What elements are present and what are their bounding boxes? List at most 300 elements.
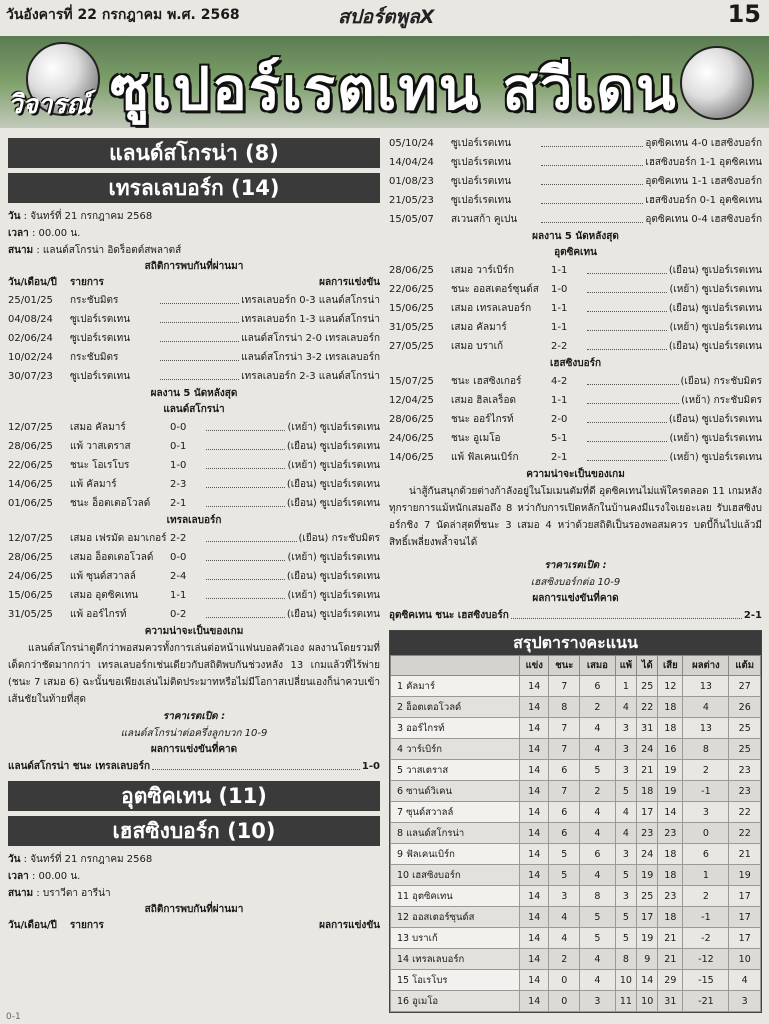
standings-cell: -1 <box>683 781 729 802</box>
standings-row <box>391 823 761 844</box>
form-venue-comp: (เหย้า) ซูเปอร์เรตเทน <box>669 452 762 463</box>
right-column <box>389 134 762 1013</box>
form-row <box>8 437 380 456</box>
left-column <box>8 130 380 934</box>
prediction-2 <box>389 607 762 624</box>
h2h-row <box>8 367 380 386</box>
h2h-date: 21/05/23 <box>389 195 434 206</box>
prediction-title-2: ผลการแข่งขันที่คาด <box>532 593 619 604</box>
standings-cell: 4 <box>615 697 637 718</box>
h2h-col-comp: รายการ <box>70 920 104 931</box>
prediction-score: 1-0 <box>361 761 380 772</box>
form-row <box>389 299 762 318</box>
dotted-leader <box>587 299 667 312</box>
prediction-text: แลนด์สโกรน่า ชนะ เทรลเลบอร์ก <box>8 761 151 772</box>
dotted-leader <box>541 134 643 147</box>
standings-row <box>391 907 761 928</box>
standings-cell: 3 <box>615 760 637 781</box>
home-team-bar-2: อุตซิคเทน (11) <box>8 781 380 811</box>
standings-cell: 3 <box>615 844 637 865</box>
form-date: 28/06/25 <box>8 552 53 563</box>
dotted-leader <box>206 494 285 507</box>
standings-cell: 12 <box>658 676 683 697</box>
form-row <box>389 391 762 410</box>
form-result: เสมอ คัลมาร์ <box>70 422 126 433</box>
form-result: เสมอ อ็อตเตอโวลด์ <box>70 552 154 563</box>
form-date: 12/04/25 <box>389 395 434 406</box>
standings-cell: 9 <box>637 949 658 970</box>
form-score: 1-0 <box>170 460 187 471</box>
match-info-2: วัน : จันทร์ที่ 21 กรกฎาคม 2568 เวลา : 00.00 น. สนาม : บราวีตา อารีน่า <box>8 854 153 899</box>
standings-cell: 14 <box>658 802 683 823</box>
form-venue-comp: (เยือน) กระชับมิตร <box>680 376 762 387</box>
form-row <box>389 337 762 356</box>
standings-cell: 13 <box>683 718 729 739</box>
dotted-leader <box>206 475 285 488</box>
form-score: 0-0 <box>170 552 187 563</box>
standings-cell: 17 <box>729 907 761 928</box>
standings-team: 6 ซานด์วิเคน <box>391 781 520 802</box>
form-venue-comp: (เหย้า) กระชับมิตร <box>681 395 762 406</box>
form-row <box>8 475 380 494</box>
form-result: เสมอ บราเก้ <box>451 341 504 352</box>
h2h-competition: กระชับมิตร <box>70 352 119 363</box>
standings-cell: 14 <box>520 802 549 823</box>
standings-row <box>391 718 761 739</box>
standings-cell: 5 <box>615 865 637 886</box>
standings-row <box>391 949 761 970</box>
standings-team: 15 โอเรโบร <box>391 970 520 991</box>
standings-cell: 4 <box>580 718 615 739</box>
standings-header: ผลต่าง <box>683 656 729 676</box>
standings-team: 5 วาสเตราส <box>391 760 520 781</box>
form-row <box>389 410 762 429</box>
form-score: 4-2 <box>551 376 568 387</box>
standings-cell: 2 <box>683 760 729 781</box>
standings-row <box>391 991 761 1012</box>
form-score: 2-2 <box>170 533 187 544</box>
standings-header: เสมอ <box>580 656 615 676</box>
standings-header: ได้ <box>637 656 658 676</box>
form-result: เสมอ วาร์เบิร์ก <box>451 265 515 276</box>
dotted-leader <box>160 310 239 323</box>
standings-header <box>391 656 520 676</box>
issue-date: วันอังคารที่ 22 กรกฎาคม พ.ศ. 2568 <box>6 7 240 23</box>
home-team-bar: แลนด์สโกรน่า (8) <box>8 138 380 168</box>
standings-cell: 4 <box>580 970 615 991</box>
form-score: 1-1 <box>551 303 568 314</box>
standings-cell: 10 <box>615 970 637 991</box>
standings-cell: 6 <box>549 823 580 844</box>
form-venue-comp: (เหย้า) ซูเปอร์เรตเทน <box>287 590 380 601</box>
standings-cell: 14 <box>520 781 549 802</box>
h2h-col-result: ผลการแข่งขัน <box>319 920 380 931</box>
standings-cell: 23 <box>729 760 761 781</box>
standings-team: 11 อุตซิคเทน <box>391 886 520 907</box>
dotted-leader <box>541 172 643 185</box>
form-score: 2-4 <box>170 571 187 582</box>
dotted-leader <box>541 191 643 204</box>
standings-cell: 4 <box>580 802 615 823</box>
h2h-date: 10/02/24 <box>8 352 53 363</box>
form-venue-comp: (เยือน) ซูเปอร์เรตเทน <box>286 609 380 620</box>
form-result: ชนะ อ็อตเตอโวลด์ <box>70 498 151 509</box>
form-result: เสมอ เฟรมัด อมาเกอร์ <box>70 533 167 544</box>
standings-cell: 21 <box>637 760 658 781</box>
odds-value-2: เฮสซิงบอร์กต่อ 10-9 <box>530 577 621 588</box>
standings-team: 4 วาร์เบิร์ก <box>391 739 520 760</box>
form-score: 1-1 <box>551 322 568 333</box>
standings-cell: 4 <box>615 823 637 844</box>
standings-header: ชนะ <box>549 656 580 676</box>
home-form-team-2: อุตซิคเทน <box>554 247 597 258</box>
form-date: 14/06/25 <box>389 452 434 463</box>
standings-cell: 24 <box>637 844 658 865</box>
page-number: 15 <box>727 0 761 28</box>
standings-cell: 19 <box>658 781 683 802</box>
standings-cell: 5 <box>549 844 580 865</box>
h2h-competition: ซูเปอร์เรตเทน <box>451 157 512 168</box>
dotted-leader <box>206 548 285 561</box>
standings-cell: 18 <box>658 697 683 718</box>
standings-cell: 4 <box>580 865 615 886</box>
standings-cell: 2 <box>683 886 729 907</box>
h2h-result: แลนด์สโกรน่า 2-0 เทรลเลบอร์ก <box>241 333 380 344</box>
standings-cell: 14 <box>520 697 549 718</box>
standings-cell: -1 <box>683 907 729 928</box>
h2h-row <box>389 210 762 229</box>
form-venue-comp: (เยือน) ซูเปอร์เรตเทน <box>286 441 380 452</box>
form-row <box>8 494 380 513</box>
h2h-competition: ซูเปอร์เรตเทน <box>451 138 512 149</box>
form-venue-comp: (เหย้า) ซูเปอร์เรตเทน <box>287 552 380 563</box>
standings-cell: 10 <box>637 991 658 1012</box>
form-score: 0-2 <box>170 609 187 620</box>
h2h-list <box>8 291 380 386</box>
venue-label: สนาม <box>8 888 34 899</box>
form-date: 15/06/25 <box>8 590 53 601</box>
match-venue: แลนด์สโกรน่า อิดร็อตต์สพลาตส์ <box>42 245 182 256</box>
form-result: ชนะ อูเมโอ <box>451 433 501 444</box>
form-date: 28/06/25 <box>389 265 434 276</box>
standings-row <box>391 802 761 823</box>
form-date: 27/05/25 <box>389 341 434 352</box>
form-result: แพ้ คัลมาร์ <box>70 479 117 490</box>
standings-row <box>391 865 761 886</box>
form-date: 22/06/25 <box>389 284 434 295</box>
standings-cell: 0 <box>683 823 729 844</box>
form-result: แพ้ ออร์ไกรท์ <box>70 609 127 620</box>
form-row <box>389 429 762 448</box>
h2h-row <box>8 329 380 348</box>
standings-cell: 23 <box>637 823 658 844</box>
match-time: 00.00 น. <box>38 228 81 239</box>
standings-cell: 4 <box>580 949 615 970</box>
dotted-leader <box>160 367 239 380</box>
h2h-title-2: สถิติการพบกันที่ผ่านมา <box>144 904 244 915</box>
form-venue-comp: (เหย้า) ซูเปอร์เรตเทน <box>669 433 762 444</box>
h2h-row <box>389 153 762 172</box>
standings-cell: 14 <box>520 844 549 865</box>
page-header <box>0 0 769 36</box>
standings-team: 10 เฮสซิงบอร์ก <box>391 865 520 886</box>
standings-cell: 13 <box>683 676 729 697</box>
standings-cell: 14 <box>520 907 549 928</box>
time-label: เวลา <box>8 228 29 239</box>
h2h-row <box>8 310 380 329</box>
standings-cell: 14 <box>520 739 549 760</box>
standings-header: แต้ม <box>729 656 761 676</box>
form-date: 28/06/25 <box>8 441 53 452</box>
h2h-date: 01/08/23 <box>389 176 434 187</box>
dotted-leader <box>587 448 667 461</box>
h2h-result: เทรลเลบอร์ก 1-3 แลนด์สโกรน่า <box>241 314 380 325</box>
h2h-row <box>8 348 380 367</box>
form-venue-comp: (เยือน) ซูเปอร์เรตเทน <box>668 303 762 314</box>
form-result: เสมอ คัลมาร์ <box>451 322 507 333</box>
standings-cell: 24 <box>637 739 658 760</box>
standings-cell: 8 <box>683 739 729 760</box>
form-date: 28/06/25 <box>389 414 434 425</box>
standings-cell: 6 <box>683 844 729 865</box>
match-info: วัน : จันทร์ที่ 21 กรกฎาคม 2568 เวลา : 00.00 น. สนาม : แลนด์สโกรน่า อิดร็อตต์สพลาตส์ <box>8 211 182 256</box>
form-row <box>8 418 380 437</box>
standings-cell: 5 <box>615 928 637 949</box>
dotted-leader <box>587 372 679 385</box>
away-team-bar: เทรลเลบอร์ก (14) <box>8 173 380 203</box>
form-date: 12/07/25 <box>8 533 53 544</box>
form-result: ชนะ ออสเตอร์ซุนด์ส <box>451 284 539 295</box>
venue-label: สนาม <box>8 245 34 256</box>
form-result: แพ้ ซุนด์สวาลล์ <box>70 571 136 582</box>
standings-cell: 23 <box>658 823 683 844</box>
standings-cell: 18 <box>637 781 658 802</box>
form-venue-comp: (เหย้า) ซูเปอร์เรตเทน <box>669 284 762 295</box>
standings-cell: 6 <box>549 760 580 781</box>
banner-subtitle: วิจารณ์ <box>8 90 91 120</box>
standings-cell: 7 <box>549 676 580 697</box>
form-venue-comp: (เหย้า) ซูเปอร์เรตเทน <box>669 322 762 333</box>
dotted-leader <box>206 605 285 618</box>
h2h-competition: กระชับมิตร <box>70 295 119 306</box>
form-row <box>8 456 380 475</box>
standings-row <box>391 970 761 991</box>
odds-value: แลนด์สโกรน่าต่อครึ่งลูกบวก 10-9 <box>120 728 268 739</box>
standings-cell: 3 <box>729 991 761 1012</box>
standings-header: แพ้ <box>615 656 637 676</box>
standings-cell: 7 <box>549 739 580 760</box>
form-score: 2-2 <box>551 341 568 352</box>
match-day: จันทร์ที่ 21 กรกฎาคม 2568 <box>30 211 153 222</box>
standings-cell: 5 <box>549 865 580 886</box>
time-label: เวลา <box>8 871 29 882</box>
standings-team: 16 อูเมโอ <box>391 991 520 1012</box>
form-date: 01/06/25 <box>8 498 53 509</box>
h2h-date: 15/05/07 <box>389 214 434 225</box>
form-venue-comp: (เยือน) กระชับมิตร <box>298 533 380 544</box>
form-result: แพ้ ฟัลเคนเบิร์ก <box>451 452 519 463</box>
form-score: 2-3 <box>170 479 187 490</box>
standings-cell: 3 <box>683 802 729 823</box>
h2h-date: 30/07/23 <box>8 371 53 382</box>
away-form-team: เทรลเลบอร์ก <box>166 515 222 526</box>
standings-cell: 22 <box>729 823 761 844</box>
dotted-leader <box>541 153 643 166</box>
h2h-result: อุตซิคเทน 0-4 เฮสซิงบอร์ก <box>645 214 762 225</box>
h2h-competition: ซูเปอร์เรตเทน <box>451 176 512 187</box>
h2h-col-result: ผลการแข่งขัน <box>319 277 380 288</box>
standings-team: 7 ซุนด์สวาลล์ <box>391 802 520 823</box>
form-score: 2-1 <box>551 452 568 463</box>
h2h-row <box>8 291 380 310</box>
form-date: 12/07/25 <box>8 422 53 433</box>
form-row <box>8 567 380 586</box>
form-row <box>8 529 380 548</box>
standings-cell: 7 <box>549 781 580 802</box>
form-date: 14/06/25 <box>8 479 53 490</box>
h2h-col-date: วัน/เดือน/ปี <box>8 920 57 931</box>
standings-cell: 25 <box>729 718 761 739</box>
dotted-leader <box>160 348 239 361</box>
standings-cell: 21 <box>729 844 761 865</box>
form-score: 0-1 <box>170 441 187 452</box>
standings-cell: 19 <box>658 760 683 781</box>
standings-cell: 21 <box>658 928 683 949</box>
standings-cell: 18 <box>658 844 683 865</box>
form-date: 31/05/25 <box>8 609 53 620</box>
dotted-leader <box>587 261 667 274</box>
form-score: 1-1 <box>551 395 568 406</box>
match-day: จันทร์ที่ 21 กรกฎาคม 2568 <box>30 854 153 865</box>
odds-title-2: ราคาเรตเปิด : <box>544 560 607 571</box>
home-form-list-2 <box>389 261 762 356</box>
standings-cell: -15 <box>683 970 729 991</box>
standings-cell: 18 <box>658 718 683 739</box>
standings-cell: 31 <box>637 718 658 739</box>
h2h-row <box>389 134 762 153</box>
form-venue-comp: (เยือน) ซูเปอร์เรตเทน <box>668 414 762 425</box>
standings-cell: 8 <box>549 697 580 718</box>
standings-cell: 1 <box>615 676 637 697</box>
standings-cell: 17 <box>637 907 658 928</box>
h2h-col-date: วัน/เดือน/ปี <box>8 277 57 288</box>
h2h-date: 14/04/24 <box>389 157 434 168</box>
h2h-date: 05/10/24 <box>389 138 434 149</box>
standings-team: 13 บราเก้ <box>391 928 520 949</box>
standings-cell: 14 <box>520 970 549 991</box>
dotted-leader <box>541 210 643 223</box>
h2h-date: 04/08/24 <box>8 314 53 325</box>
standings-cell: 3 <box>549 886 580 907</box>
standings-cell: 17 <box>637 802 658 823</box>
standings-cell: 31 <box>658 991 683 1012</box>
standings-team: 12 ออสเตอร์ซุนด์ส <box>391 907 520 928</box>
dotted-leader <box>206 567 285 580</box>
form-score: 0-0 <box>170 422 187 433</box>
standings-cell: 4 <box>549 928 580 949</box>
h2h-result: แลนด์สโกรน่า 3-2 เทรลเลบอร์ก <box>241 352 380 363</box>
page-footer: 0-1 <box>6 1012 21 1022</box>
match-venue: บราวีตา อารีน่า <box>42 888 111 899</box>
standings-cell: 29 <box>658 970 683 991</box>
h2h-row <box>389 172 762 191</box>
form-date: 31/05/25 <box>389 322 434 333</box>
standings-cell: 18 <box>658 865 683 886</box>
standings-cell: 26 <box>729 697 761 718</box>
standings-cell: 5 <box>580 907 615 928</box>
standings-row <box>391 886 761 907</box>
analysis-text: แลนด์สโกรน่าดูดีกว่าพอสมควรทั้งการเล่นต่อหน้าแฟนบอลตัวเอง ผลงานโดยรวมที่เด็ดกว่าชัดมากกว่า เทรลเลบอร์กเช่นเดียวกับสถิติพบกันช่วงหลัง 13 เกมแล้วที่ไร้พ่าย (ชนะ 7 เสมอ 6) ฉะนั้นขอเพียงเล่นไม่ติดประมาทหรือไม่มีโอกาสเปลี่ยนเองก็น่าควบเข้าเส้นชัยในท้ายที่สุด <box>8 643 380 705</box>
form-date: 15/07/25 <box>389 376 434 387</box>
standings-cell: 14 <box>520 865 549 886</box>
form-date: 24/06/25 <box>8 571 53 582</box>
h2h-list-2 <box>389 134 762 229</box>
h2h-competition: ซูเปอร์เรตเทน <box>70 371 131 382</box>
standings-cell: 22 <box>637 697 658 718</box>
standings-row <box>391 844 761 865</box>
form-row <box>8 605 380 624</box>
section-banner <box>0 36 769 128</box>
away-form-list-2 <box>389 372 762 467</box>
standings-cell: 5 <box>580 760 615 781</box>
brand-logo: สปอร์ตพูลX <box>338 6 435 28</box>
standings-cell: 23 <box>658 886 683 907</box>
standings-cell: 14 <box>520 991 549 1012</box>
dotted-leader <box>206 529 297 542</box>
standings-cell: 0 <box>549 970 580 991</box>
h2h-date: 25/01/25 <box>8 295 53 306</box>
standings-row <box>391 928 761 949</box>
standings-cell: 1 <box>683 865 729 886</box>
form-row <box>389 318 762 337</box>
h2h-result: เฮสซิงบอร์ก 0-1 อุตซิคเทน <box>645 195 762 206</box>
form-result: ชนะ เฮสซิงเกอร์ <box>451 376 522 387</box>
standings-cell: 23 <box>729 781 761 802</box>
form-venue-comp: (เยือน) ซูเปอร์เรตเทน <box>668 265 762 276</box>
standings-cell: 3 <box>615 718 637 739</box>
standings-cell: 21 <box>658 949 683 970</box>
standings-cell: 17 <box>729 928 761 949</box>
standings-cell: 4 <box>683 697 729 718</box>
standings-cell: 25 <box>637 676 658 697</box>
form-score: 1-0 <box>551 284 568 295</box>
form-row <box>389 261 762 280</box>
form-row <box>8 586 380 605</box>
standings-cell: 6 <box>580 676 615 697</box>
form-date: 15/06/25 <box>389 303 434 314</box>
standings-cell: 14 <box>520 676 549 697</box>
form-result: แพ้ วาสเตราส <box>70 441 131 452</box>
standings-cell: 4 <box>580 739 615 760</box>
standings-cell: 2 <box>549 949 580 970</box>
standings-cell: 3 <box>615 886 637 907</box>
standings-cell: 2 <box>580 781 615 802</box>
standings-team: 2 อ็อตเตอโวลด์ <box>391 697 520 718</box>
prediction <box>8 758 380 775</box>
standings-cell: 27 <box>729 676 761 697</box>
standings-row <box>391 697 761 718</box>
home-form-team: แลนด์สโกรน่า <box>163 404 225 415</box>
standings-cell: 5 <box>580 928 615 949</box>
standings-cell: 7 <box>549 718 580 739</box>
form-result: เสมอ เทรลเลบอร์ก <box>451 303 532 314</box>
standings-row <box>391 781 761 802</box>
standings-cell: 5 <box>615 907 637 928</box>
analysis-text-2: น่าสู้กันสนุกด้วยต่างก้าลังอยู่ในโมเมนตัมที่ดี อุตซิคเทนไม่แพ้ใครตลอด 11 เกมหลังทุกรายการแม้หนักเสมอถึง 8 หว่ากับการเปิดหลักในบ้านคงมีแรงใจเยอะเลย รับเฮสซิงบอร์กชิง 7 นัดล่าสุดที่ชนะ 3 เสมอ 4 หว่าด้วยสถิติเป็นรองพอสมควร บดบี้ก็นไปแล้วมีสิทธิ์เพลี่ยงพล้ำจนได้ <box>389 486 762 548</box>
h2h-result: อุตซิคเทน 1-1 เฮสซิงบอร์ก <box>645 176 762 187</box>
form-title: ผลงาน 5 นัดหลังสุด <box>150 388 238 399</box>
standings-cell: 25 <box>637 886 658 907</box>
